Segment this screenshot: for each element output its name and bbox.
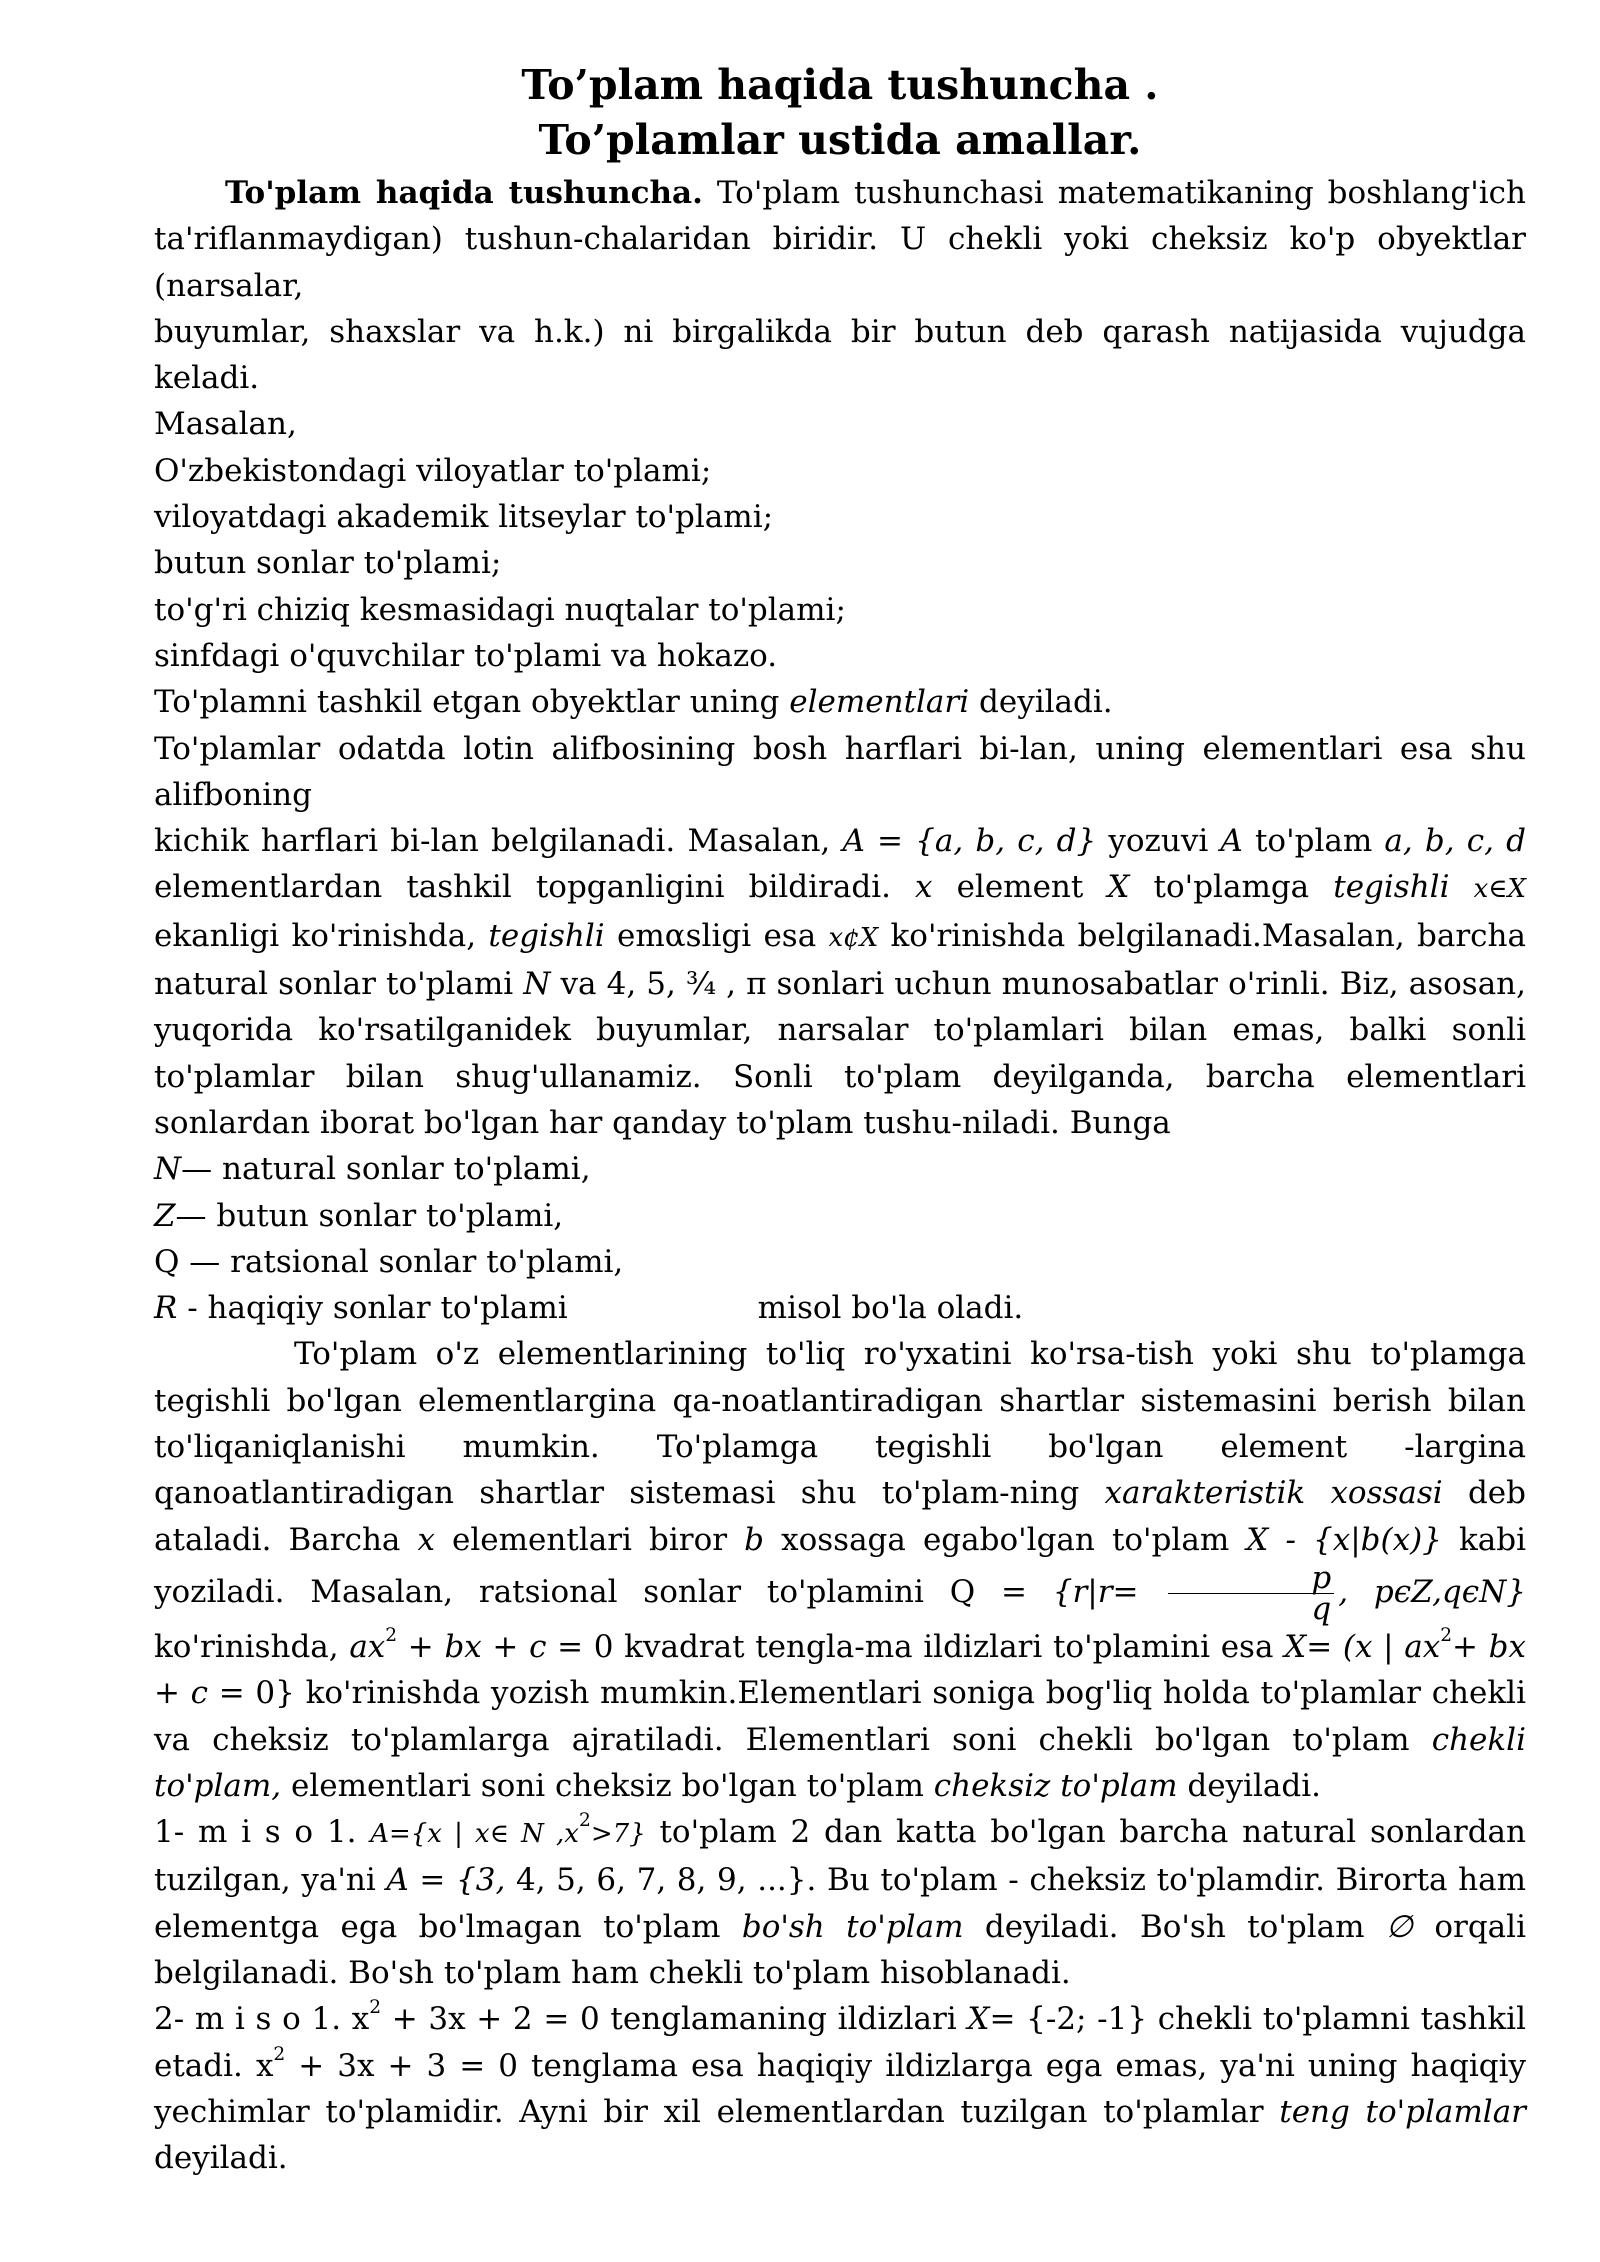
numset-integer: Z— butun sonlar to'plami, [154, 1197, 564, 1234]
elements-definition: To'plamni tashkil etgan obyektlar uning elementlari deyiladi. [154, 684, 1113, 721]
not-belongs-symbol: x¢X [828, 922, 879, 953]
list-item: viloyatdagi akademik litseylar to'plami; [154, 499, 774, 536]
list-item: sinfdagi o'quvchilar to'plami va hokazo. [154, 637, 778, 674]
numset-real: R - haqiqiy sonlar to'plami misol bo'la oladi. [154, 1290, 1024, 1327]
intro-lead: To'plam haqida tushuncha. [225, 175, 703, 211]
list-item: to'g'ri chiziq kesmasidagi nuqtalar to'plami; [154, 591, 846, 628]
notation-paragraph: To'plamlar odatda lotin alifbosining bosh harflari bi-lan, uning elementlari esa shu alifboning [154, 730, 1526, 813]
numset-natural: N— natural sonlar to'plami, [154, 1151, 591, 1188]
title-line-2: To’plamlar ustida amallar. [538, 116, 1142, 164]
fraction-p-over-q: $\frac{p}{q}$ [1168, 1563, 1334, 1624]
numset-rational: Q — ratsional sonlar to'plami, [154, 1243, 624, 1280]
list-item: butun sonlar to'plami; [154, 545, 502, 582]
characteristic-paragraph: To'plam o'z elementlarining to'liq ro'yxatini ko'rsa-tish yoki shu to'plamga tegishli bo'lgan elementlargina qa-noatlantiradigan shartlar sistemasini berish bilan to'liqaniqlanishi mumkin. To'plamga tegishli bo'lgan element -largina qanoatlantiradigan shartlar sistemasi shu to'plam-ning xarakteristik xossasi deb ataladi. Barcha x elementlari biror b xossaga egabo'lgan to'plam X - {x|b(x)} kabi yoziladi. Masalan, ratsional sonlar to'plamini Q = {r|r= $\frac{p}{q}$ , pϵZ,qϵN} ko'rinishda, $ax^2$ + bx + c = 0 kvadrat tengla-ma ildizlari to'plamini esa X= (x | $ax^2+$ bx + c = 0} ko'rinishda yozish mumkin.Elementlari soniga bog'liq holda to'plamlar chekli va cheksiz to'plamlarga ajratiladi. Elementlari soni chekli bo'lgan to'plam chekli to'plam, elementlari soni cheksiz bo'lgan to'plam cheksiz to'plam deyiladi. [154, 1336, 1527, 1804]
intro-paragraph-cont: buyumlar, shaxslar va h.k.) ni birgalikda bir butun deb qarash natijasida vujudga keladi. [154, 313, 1526, 397]
empty-set-symbol: ∅ [1385, 1908, 1413, 1945]
example-1: 1- m i s o 1. A={x | x∈ N $,x^2>7$} to'plam 2 dan katta bo'lgan barcha natural sonlardan tuzilgan, ya'ni A = {3, 4, 5, 6, 7, 8, 9, ...}. Bu to'plam - cheksiz to'plamdir. Birorta ham elementga ega bo'lmagan to'plam bo'sh to'plam deyiladi. Bo'sh to'plam ∅ orqali belgilanadi. Bo'sh to'plam ham chekli to'plam hisoblanadi. [154, 1810, 1527, 1991]
example-2: 2- m i s o 1. $x^2 + 3x + 2 = 0$ tenglamaning ildizlari X= {-2; -1} chekli to'plamni tashkil etadi. $x^2 + 3x + 3 = 0$ tenglama esa haqiqiy ildizlarga ega emas, ya'ni uning haqiqiy yechimlar to'plamidir. Ayni bir xil elementlardan tuzilgan to'plamlar teng to'plamlar deyiladi. [154, 1997, 1527, 2177]
title-line-1: To’plam haqida tushuncha . [521, 61, 1159, 109]
examples-intro: Masalan, [154, 406, 297, 443]
list-item: O'zbekistondagi viloyatlar to'plami; [154, 452, 712, 489]
notation-paragraph-cont: kichik harflari bi-lan belgilanadi. Masalan, A = {a, b, c, d} yozuvi A to'plam a, b, c, d elementlardan tashkil topganligini bildiradi. x element X to'plamga tegishli x∈X ekanligi ko'rinishda, tegishli emαsligi esa x¢X ko'rinishda belgilanadi.Masalan, barcha natural sonlar to'plami N va 4, 5, ¾ , π sonlari uchun munosabatlar o'rinli. Biz, asosan, yuqorida ko'rsatilganidek buyumlar, narsalar to'plamlari bilan emas, balki sonli to'plamlar bilan shug'ullanamiz. Sonli to'plam deyilganda, barcha elementlari sonlardan iborat bo'lgan har qanday to'plam tushu-niladi. Bunga [154, 823, 1527, 1141]
belongs-symbol: x∈X [1473, 874, 1526, 905]
intro-paragraph: To'plam haqida tushuncha. To'plam tushunchasi matematikaning boshlang'ich ta'riflanmaydigan) tushun-chalaridan biridir. U chekli yoki cheksiz ko'p obyektlar (narsalar, [154, 175, 1526, 304]
document-page [154, 58, 1526, 2181]
